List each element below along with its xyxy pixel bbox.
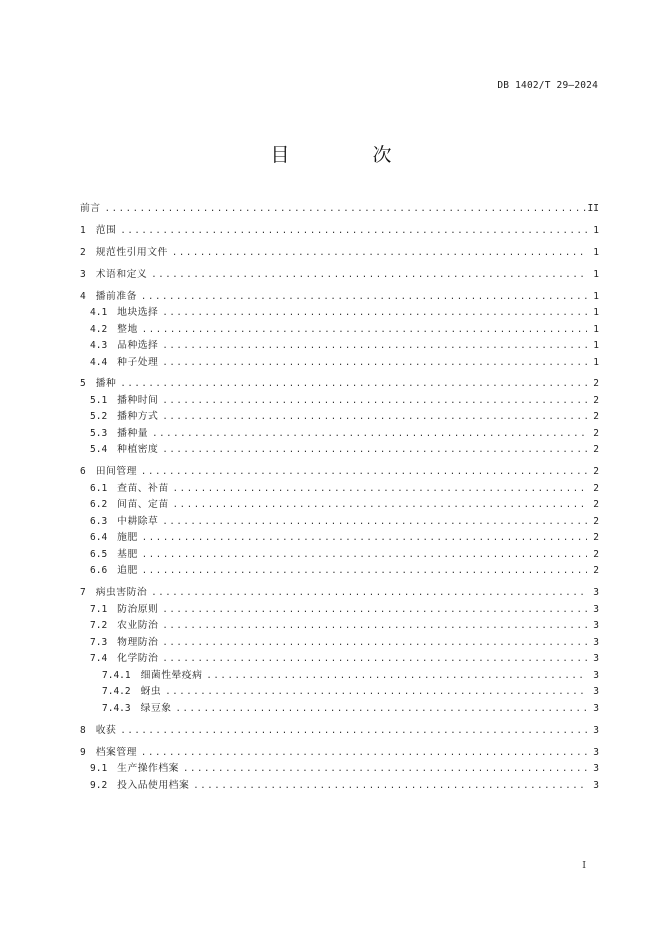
standard-code: DB 1402/T 29—2024: [497, 80, 598, 91]
toc-entry-page: 1: [593, 268, 599, 280]
page-title: 目 次: [270, 144, 424, 166]
toc-dot-leader: [162, 635, 587, 652]
toc-entry-number: 6.1: [90, 482, 108, 494]
toc-entry[interactable]: [80, 376, 599, 393]
toc-dot-leader: [206, 668, 587, 685]
toc-entry-page: 1: [593, 356, 599, 368]
toc-dot-leader: [142, 530, 587, 547]
toc-entry-page: 2: [593, 548, 599, 560]
toc-entry-label: 生产操作档案: [117, 763, 179, 775]
toc-entry-number: 6: [80, 466, 86, 478]
toc-entry-number: 6.5: [90, 548, 108, 560]
toc-entry-label: 种植密度: [117, 444, 159, 456]
toc-entry-label: 防治原则: [117, 603, 159, 615]
toc-dot-leader: [162, 393, 587, 410]
toc-entry-number: 2: [80, 246, 86, 258]
toc-dot-leader: [120, 376, 587, 393]
toc-entry-number: 6.3: [90, 515, 108, 527]
toc-entry-page: 3: [593, 746, 599, 758]
toc-entry-label: 整地: [117, 323, 138, 335]
toc-dot-leader: [142, 322, 587, 339]
toc-entry[interactable]: [80, 547, 599, 564]
toc-entry-page: 1: [593, 340, 599, 352]
toc-entry[interactable]: [80, 563, 599, 580]
toc-entry-number: 5.2: [90, 411, 108, 423]
toc-entry-label: 前言: [80, 203, 101, 214]
toc-entry-page: 2: [593, 565, 599, 577]
toc-entry-number: 9.2: [90, 779, 108, 791]
toc-entry-page: 1: [593, 224, 599, 236]
toc-entry-page: 1: [593, 307, 599, 319]
toc-dot-leader: [151, 267, 587, 284]
toc-dot-leader: [165, 684, 587, 701]
table-of-contents: [80, 201, 599, 794]
toc-entry-number: 4.1: [90, 307, 108, 319]
toc-entry-label: 田间管理: [95, 466, 137, 478]
toc-dot-leader: [162, 409, 587, 426]
toc-entry-page: 3: [593, 702, 599, 714]
toc-entry[interactable]: [80, 201, 599, 218]
toc-entry-number: 5.1: [90, 394, 108, 406]
toc-entry-number: 7.4.3: [102, 702, 131, 714]
toc-entry-page: 2: [593, 515, 599, 527]
toc-entry[interactable]: [80, 723, 599, 740]
toc-entry[interactable]: [80, 684, 599, 701]
toc-entry-label: 基肥: [117, 548, 138, 560]
toc-entry-label: 查苗、补苗: [117, 482, 169, 494]
toc-entry-number: 9.1: [90, 763, 108, 775]
toc-entry-page: 2: [593, 466, 599, 478]
toc-entry-label: 播种: [95, 378, 117, 390]
toc-entry-page: 2: [593, 378, 599, 390]
toc-entry[interactable]: [80, 223, 599, 240]
toc-entry-page: 3: [593, 669, 599, 681]
page-number: I: [582, 860, 586, 871]
toc-entry[interactable]: [80, 745, 599, 762]
toc-entry-page: II: [587, 203, 599, 214]
toc-entry-label: 规范性引用文件: [95, 246, 168, 258]
toc-entry[interactable]: [80, 778, 599, 795]
toc-dot-leader: [162, 602, 587, 619]
toc-entry-label: 地块选择: [117, 307, 159, 319]
toc-entry[interactable]: [80, 602, 599, 619]
toc-entry-number: 6.2: [90, 499, 108, 511]
toc-entry-label: 播种方式: [117, 411, 159, 423]
toc-entry-label: 品种选择: [117, 340, 159, 352]
toc-entry-page: 2: [593, 532, 599, 544]
toc-dot-leader: [141, 464, 587, 481]
toc-entry[interactable]: [80, 442, 599, 459]
toc-entry-number: 5.3: [90, 427, 108, 439]
toc-entry[interactable]: [80, 481, 599, 498]
toc-dot-leader: [151, 585, 587, 602]
toc-entry-page: 3: [593, 636, 599, 648]
toc-dot-leader: [142, 547, 587, 564]
toc-dot-leader: [162, 305, 587, 322]
toc-entry-page: 1: [593, 246, 599, 258]
toc-entry[interactable]: [80, 426, 599, 443]
toc-entry-number: 7.1: [90, 603, 108, 615]
toc-entry-page: 2: [593, 482, 599, 494]
toc-entry-label: 术语和定义: [95, 268, 148, 280]
toc-entry[interactable]: [80, 322, 599, 339]
toc-entry-label: 间苗、定苗: [117, 499, 169, 511]
toc-entry-number: 9: [80, 746, 86, 758]
toc-dot-leader: [120, 223, 587, 240]
toc-entry-label: 播种量: [117, 427, 149, 439]
toc-dot-leader: [172, 245, 587, 262]
toc-entry-page: 3: [593, 724, 599, 736]
toc-entry-label: 档案管理: [95, 746, 137, 758]
toc-entry[interactable]: [80, 355, 599, 372]
toc-entry[interactable]: [80, 497, 599, 514]
toc-entry[interactable]: [80, 585, 599, 602]
toc-entry-label: 投入品使用档案: [117, 779, 190, 791]
toc-entry-label: 范围: [95, 224, 117, 236]
toc-entry[interactable]: [80, 514, 599, 531]
toc-entry-label: 施肥: [117, 532, 138, 544]
toc-entry-number: 4.3: [90, 340, 108, 352]
toc-entry-number: 5.4: [90, 444, 108, 456]
toc-entry-number: 7.4.1: [102, 669, 131, 681]
toc-dot-leader: [162, 355, 587, 372]
toc-dot-leader: [120, 723, 587, 740]
toc-dot-leader: [176, 701, 588, 718]
toc-entry-page: 1: [593, 290, 599, 302]
toc-entry-page: 3: [593, 686, 599, 698]
toc-dot-leader: [162, 514, 587, 531]
toc-entry-number: 3: [80, 268, 86, 280]
toc-entry[interactable]: [80, 530, 599, 547]
toc-entry-number: 8: [80, 724, 86, 736]
toc-entry[interactable]: [80, 245, 599, 262]
toc-entry-label: 蚜虫: [140, 686, 162, 698]
toc-entry-page: 2: [593, 444, 599, 456]
toc-entry[interactable]: [80, 635, 599, 652]
toc-entry-label: 绿豆象: [140, 702, 172, 714]
toc-dot-leader: [141, 289, 587, 306]
toc-entry-page: 2: [593, 394, 599, 406]
toc-entry-label: 细菌性晕疫病: [140, 669, 203, 681]
toc-entry-page: 3: [593, 603, 599, 615]
toc-dot-leader: [152, 426, 587, 443]
toc-dot-leader: [142, 563, 587, 580]
toc-entry-label: 中耕除草: [117, 515, 159, 527]
toc-dot-leader: [193, 778, 587, 795]
toc-entry-number: 4: [80, 290, 86, 302]
toc-entry-label: 播前准备: [95, 290, 137, 302]
toc-entry[interactable]: [80, 701, 599, 718]
toc-entry-page: 3: [593, 763, 599, 775]
toc-entry-page: 3: [593, 587, 599, 599]
toc-entry[interactable]: [80, 761, 599, 778]
toc-dot-leader: [162, 651, 587, 668]
toc-entry-number: 1: [80, 224, 86, 236]
toc-entry[interactable]: [80, 668, 599, 685]
toc-entry-label: 收获: [95, 724, 117, 736]
toc-entry-number: 7: [80, 587, 86, 599]
toc-dot-leader: [105, 201, 586, 218]
toc-dot-leader: [173, 497, 587, 514]
toc-entry[interactable]: [80, 338, 599, 355]
toc-entry-page: 1: [593, 323, 599, 335]
toc-entry-label: 物理防治: [117, 636, 159, 648]
toc-entry[interactable]: [80, 651, 599, 668]
toc-entry-number: 6.6: [90, 565, 108, 577]
toc-entry-label: 播种时间: [117, 394, 159, 406]
toc-entry-page: 2: [593, 411, 599, 423]
toc-entry-page: 3: [593, 620, 599, 632]
toc-entry-label: 追肥: [117, 565, 138, 577]
toc-entry[interactable]: [80, 409, 599, 426]
toc-entry-number: 5: [80, 378, 86, 390]
toc-entry[interactable]: [80, 289, 599, 306]
toc-dot-leader: [141, 745, 587, 762]
toc-entry-label: 化学防治: [117, 653, 159, 665]
toc-entry[interactable]: [80, 267, 599, 284]
toc-entry-number: 7.3: [90, 636, 108, 648]
toc-dot-leader: [183, 761, 587, 778]
toc-dot-leader: [173, 481, 587, 498]
toc-entry-number: 4.2: [90, 323, 108, 335]
toc-entry[interactable]: [80, 464, 599, 481]
toc-entry[interactable]: [80, 305, 599, 322]
toc-entry-number: 7.2: [90, 620, 108, 632]
toc-entry-number: 4.4: [90, 356, 108, 368]
toc-entry-number: 7.4: [90, 653, 108, 665]
toc-dot-leader: [162, 618, 587, 635]
toc-entry-label: 种子处理: [117, 356, 159, 368]
toc-entry-label: 病虫害防治: [95, 587, 148, 599]
toc-entry-page: 2: [593, 499, 599, 511]
toc-entry-page: 2: [593, 427, 599, 439]
toc-entry[interactable]: [80, 618, 599, 635]
toc-entry-page: 3: [593, 653, 599, 665]
toc-entry-label: 农业防治: [117, 620, 159, 632]
toc-entry-page: 3: [593, 779, 599, 791]
toc-dot-leader: [162, 442, 587, 459]
toc-entry[interactable]: [80, 393, 599, 410]
toc-dot-leader: [162, 338, 587, 355]
toc-entry-number: 6.4: [90, 532, 108, 544]
toc-entry-number: 7.4.2: [102, 686, 131, 698]
